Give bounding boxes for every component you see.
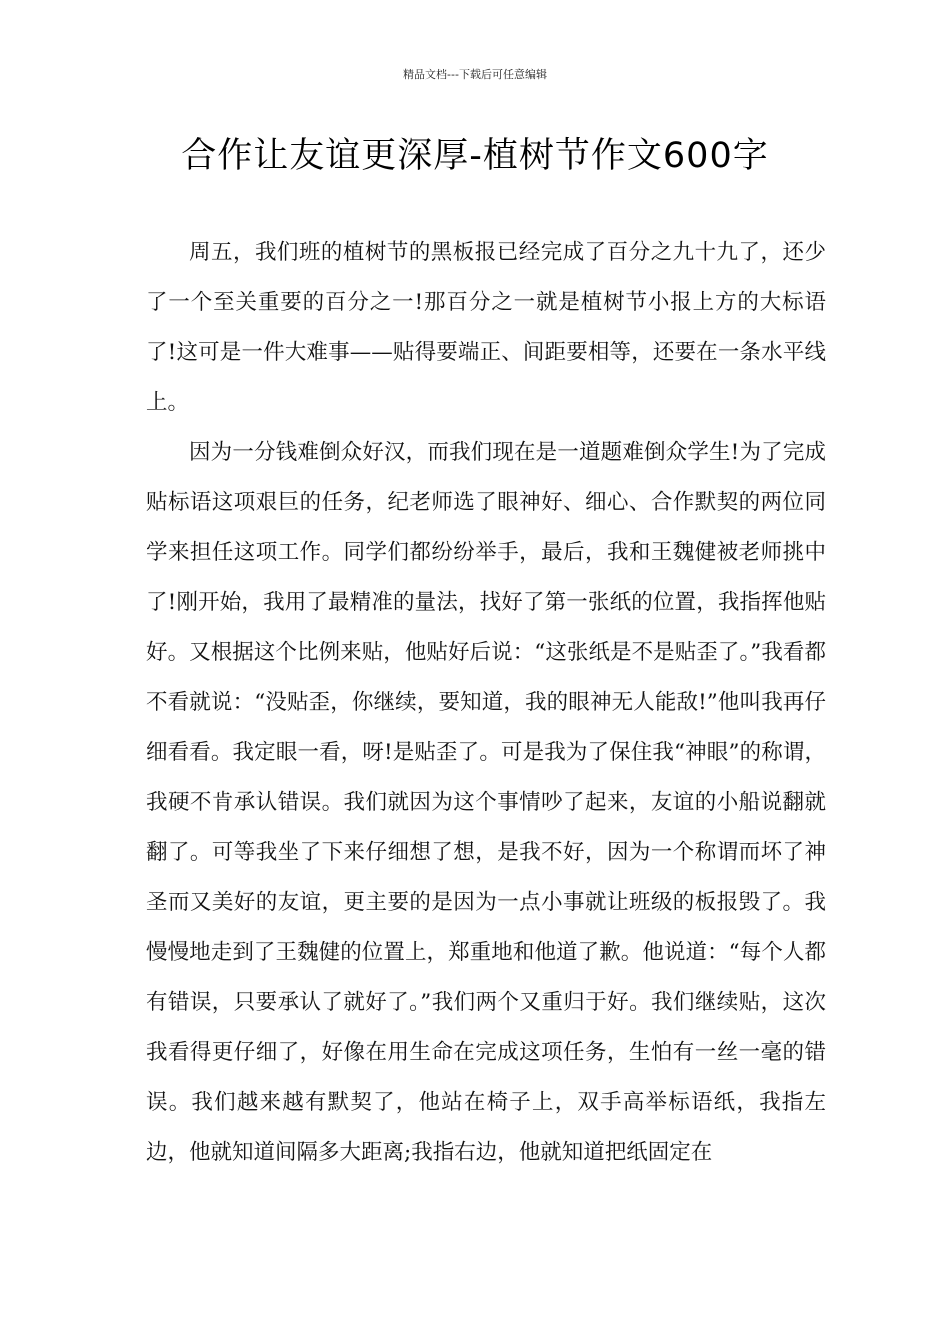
document-title: 合作让友谊更深厚-植树节作文600字	[181, 136, 769, 176]
paragraph-1: 周五，我们班的植树节的黑板报已经完成了百分之九十九了，还少了一个至关重要的百分之一!那百分之一就是植树节小报上方的大标语了!这可是一件大难事——贴得要端正、间距要相等，还要在一条水平线上。	[146, 240, 826, 415]
header-note: 精品文档---下载后可任意编辑	[403, 68, 547, 81]
paragraph-2: 因为一分钱难倒众好汉，而我们现在是一道题难倒众学生!为了完成贴标语这项艰巨的任务，纪老师选了眼神好、细心、合作默契的两位同学来担任这项工作。同学们都纷纷举手，最后，我和王魏健被老师挑中了!刚开始，我用了最精准的量法，找好了第一张纸的位置，我指挥他贴好。又根据这个比例来贴，他贴好后说：“这张纸是不是贴歪了。”我看都不看就说：“没贴歪，你继续，要知道，我的眼神无人能敌!”他叫我再仔细看看。我定眼一看，呀!是贴歪了。可是我为了保住我“神眼”的称谓，我硬不肯承认错误。我们就因为这个事情吵了起来，友谊的小船说翻就翻了。可等我坐了下来仔细想了想，是我不好，因为一个称谓而坏了神圣而又美好的友谊，更主要的是因为一点小事就让班级的板报毁了。我慢慢地走到了王魏健的位置上，郑重地和他道了歉。他说道：“每个人都有错误，只要承认了就好了。”我们两个又重归于好。我们继续贴，这次我看得更仔细了，好像在用生命在完成这项任务，生怕有一丝一毫的错误。我们越来越有默契了，他站在椅子上，双手高举标语纸，我指左边，他就知道间隔多大距离;我指右边，他就知道把纸固定在	[146, 440, 826, 1165]
document-body	[146, 228, 826, 1178]
